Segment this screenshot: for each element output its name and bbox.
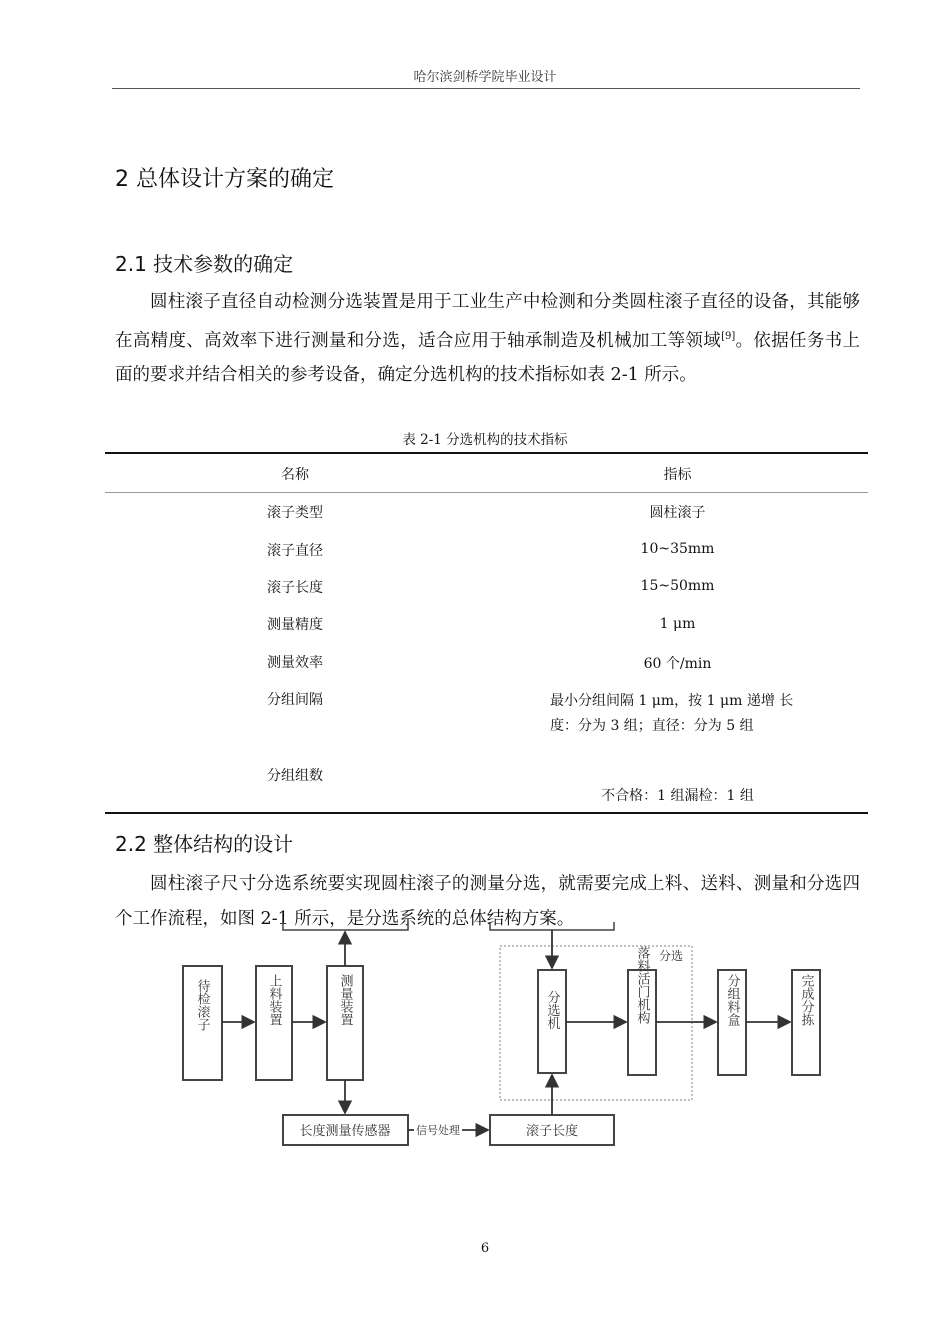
- table-row-value: 1 μm: [659, 616, 696, 632]
- table-row-value: 15~50mm: [640, 578, 715, 594]
- table-row-name: 测量精度: [267, 617, 323, 633]
- diagram-label: 分选机: [544, 990, 560, 1030]
- table-row-name: 滚子类型: [267, 505, 323, 521]
- chapter-title: 2 总体设计方案的确定: [115, 167, 334, 192]
- section-2-2-paragraph: 圆柱滚子尺寸分选系统要实现圆柱滚子的测量分选，就需要完成上料、送料、测量和分选四个工作流程，如图 2-1 所示，是分选系统的总体结构方案。: [115, 874, 860, 929]
- diagram-label: 分组料盒: [724, 974, 740, 1026]
- table-row-name: 测量效率: [267, 655, 323, 671]
- bracket: [283, 922, 408, 930]
- table-row-name: 滚子长度: [267, 580, 323, 596]
- diagram-label: 长度测量传感器: [299, 1124, 391, 1139]
- page-number: 6: [480, 1241, 490, 1256]
- diagram-label: 滚子长度: [525, 1124, 579, 1139]
- table-row-value: 不合格：1 组漏检：1 组: [601, 788, 754, 804]
- table-row-name: 分组间隔: [267, 692, 323, 708]
- paragraph-text: 。依据任务书上面的要求并结合相关的参考设备，确定分选机构的技术指标如表 2-1 所示。: [115, 330, 861, 385]
- diagram-label: 完成分拣: [798, 974, 814, 1026]
- diagram-label: 分选: [658, 949, 684, 963]
- page-header: 哈尔滨剑桥学院毕业设计: [413, 70, 557, 85]
- section-title-2-1: 2.1 技术参数的确定: [115, 252, 294, 276]
- citation: [9]: [721, 330, 736, 342]
- table-row-value: 圆柱滚子: [649, 505, 706, 521]
- table-row-value: 60 个/min: [643, 656, 712, 672]
- table-row-name: 分组组数: [267, 768, 323, 784]
- diagram-label: 待检滚子: [194, 979, 210, 1031]
- table-caption: 表 2-1 分选机构的技术指标: [402, 432, 568, 448]
- section-title-2-2: 2.2 整体结构的设计: [115, 832, 294, 856]
- paragraph-text: 圆柱滚子直径自动检测分选装置是用于工业生产中检测和分类圆柱滚子直径的设备，其能够在高精度、高效率下进行测量和分选，适合应用于轴承制造及机械加工等领域: [115, 292, 860, 351]
- bracket: [490, 922, 614, 930]
- sorting-group-dashed-box: [500, 946, 692, 1100]
- table-row-name: 滚子直径: [267, 543, 323, 559]
- diagram-label: 上料装置: [266, 974, 282, 1026]
- diagram-label: 落料活门机构: [634, 946, 650, 1024]
- diagram-label: 信号处理: [416, 1124, 460, 1137]
- table-row-value: 10~35mm: [640, 541, 715, 557]
- table-row-value: 最小分组间隔 1 μm，按 1 μm 递增 长度：分为 3 组；直径：分为 5 组: [550, 693, 794, 734]
- table-header-value: 指标: [663, 467, 692, 483]
- table-header-name: 名称: [281, 467, 309, 483]
- diagram-label: 测量装置: [337, 974, 353, 1026]
